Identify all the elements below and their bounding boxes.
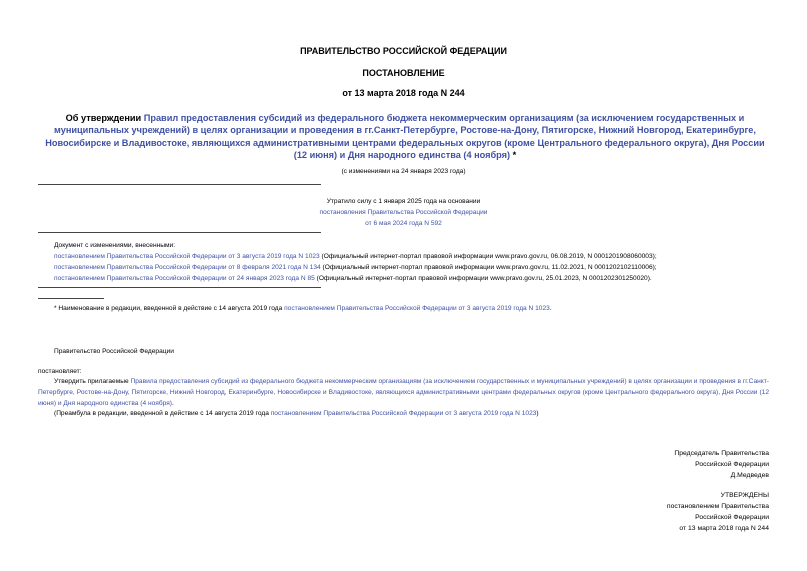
amendment-link[interactable]: постановлением Правительства Российской Федерации от 3 августа 2019 года N 1023 [54,253,320,260]
approve-paragraph [38,377,769,409]
footnote-end: . [549,305,552,312]
amendment-link[interactable]: постановлением Правительства Российской Федерации от 24 января 2023 года N 85 [54,275,315,282]
preamble-end: ) [536,410,539,417]
status-repeal-link[interactable]: постановления Правительства Российской Федерации [319,209,488,216]
approved-org: Российской Федерации [695,514,769,521]
document-date: от 13 марта 2018 года N 244 [342,88,465,98]
government-heading: ПРАВИТЕЛЬСТВО РОССИЙСКОЙ ФЕДЕРАЦИИ [300,46,507,56]
amendment-source: (Официальный интернет-портал правовой информации www.pravo.gov.ru, 25.01.2023, N 0001202301250020). [314,275,652,282]
status-line: Утратило силу с 1 января 2025 года на основании [326,198,481,205]
signature-block [674,448,769,481]
body-decrees: постановляет: [38,368,82,375]
footnote [54,303,552,314]
preamble-link[interactable]: постановлением Правительства Российской Федерации от 3 августа 2019 года N 1023 [270,410,537,417]
approve-prefix: Утвердить прилагаемые [54,378,131,385]
approved-by: постановлением Правительства [666,503,769,510]
approved-block [667,490,769,534]
approved-date: от 13 марта 2018 года N 244 [679,525,769,532]
amendments-intro: Документ с изменениями, внесенными: [54,242,176,249]
signature-org: Российской Федерации [695,461,769,468]
document-type: ПОСТАНОВЛЕНИЕ [362,68,445,78]
approve-end: . [171,399,174,407]
preamble-prefix: (Преамбула в редакции, введенной в действие с 14 августа 2019 года [54,410,271,417]
footnote-divider [38,298,104,299]
changes-note: (с изменениями на 24 января 2023 года) [341,168,466,175]
amendment-item [54,251,657,262]
footnote-link[interactable]: постановлением Правительства Российской Федерации от 3 августа 2019 года N 1023 [284,305,550,312]
title-prefix: Об утверждении [65,113,144,123]
title-rules-link[interactable]: Правил предоставления субсидий из федерального бюджета некоммерческим организациям (за исключением государственных и муниципальных учреждений) в целях организации и проведения в гг.Санкт-Петербурге, Ростове-на-Дону, Пятигорске, Нижний Новгород, Екатеринбурге, Новосибирске и Владивостоке, являющихся административными центрами федеральных округов (кроме Центрального федерального округа), Дня России (12 июня) и Дня народного единства (4 ноября) [45,113,765,161]
preamble-note [54,408,539,419]
amendment-source: (Официальный интернет-портал правовой информации www.pravo.gov.ru, 06.08.2019, N 0001201908060003); [319,253,657,260]
status-repeal-link-date[interactable]: от 6 мая 2024 года N 592 [365,220,442,227]
body-government: Правительство Российской Федерации [54,348,174,355]
divider-2 [38,232,321,233]
amendment-item [54,273,652,284]
amendment-link[interactable]: постановлением Правительства Российской Федерации от 8 февраля 2021 года N 134 [54,264,321,271]
amendment-source: (Официальный интернет-портал правовой информации www.pravo.gov.ru, 11.02.2021, N 0001202102110006); [320,264,657,271]
amendment-item [54,262,657,273]
footnote-text: * Наименование в редакции, введенной в действие с 14 августа 2019 года [54,305,285,312]
approved-title: УТВЕРЖДЕНЫ [720,492,769,499]
signature-position: Председатель Правительства [674,450,769,457]
approve-rules-link[interactable]: Правила предоставления субсидий из федерального бюджета некоммерческим организациям (за исключением государственных и муниципальных учреждений) в целях организации и проведения в гг.Санкт-Петербурге, Ростове-на-Дону, Пятигорске, Нижний Новгород, Екатеринбурге, Новосибирске и Владивостоке, являющихся административными центрами федеральных округов (кроме Центрального федерального округа), Дня России (12 июня) и Дня народного единства (4 ноября) [38,378,769,407]
divider-1 [38,184,321,185]
signature-name: Д.Медведев [730,472,769,479]
title-asterisk: * [510,150,517,161]
divider-3 [38,287,321,288]
document-title [38,112,772,162]
